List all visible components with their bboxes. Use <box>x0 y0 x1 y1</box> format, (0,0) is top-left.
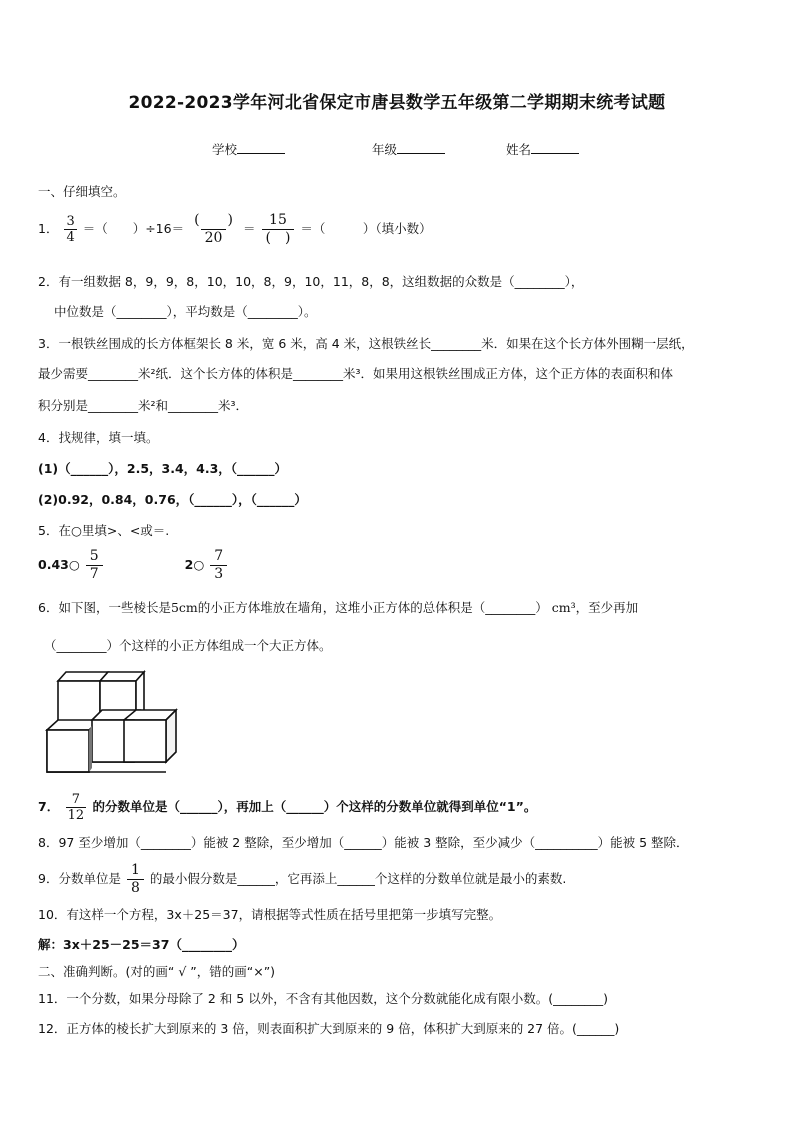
q1-fraction-2: $\frac{( )}{20}$ <box>194 212 234 246</box>
section-2-heading: 二、准确判断。(对的画“ √ ”，错的画“×”) <box>38 964 276 979</box>
question-1 <box>38 212 432 247</box>
page-title: 2022-2023学年河北省保定市唐县数学五年级第二学期期末统考试题 <box>128 93 666 113</box>
question-4-part-2: (2)0.92，0.84，0.76，（______），（______） <box>38 492 307 507</box>
name-label: 姓名 <box>506 142 532 157</box>
q1-expr-3: ＝（ ）（填小数） <box>300 221 432 236</box>
name-field <box>506 140 579 158</box>
grade-label: 年级 <box>372 142 398 157</box>
q7-number: 7． <box>38 799 60 814</box>
q1-number: 1． <box>38 221 59 236</box>
question-11: 11．一个分数，如果分母除了 2 和 5 以外，不含有其他因数，这个分数就能化成有限小数。(________) <box>38 991 608 1006</box>
q6-unit-length: 5cm <box>170 600 198 615</box>
question-2-line-1: 2．有一组数据 8，9，9，8，10，10，8，9，10，11，8，8，这组数据的众数是（________）， <box>38 274 584 289</box>
question-12: 12．正方体的棱长扩大到原来的 3 倍，则表面积扩大到原来的 9 倍，体积扩大到原来的 27 倍。(______) <box>38 1021 620 1036</box>
cube-bottom-3-side <box>166 710 176 762</box>
q1-expr-1: ＝（ ）÷16＝ <box>82 221 185 236</box>
question-10: 10．有这样一个方程，3x＋25＝37，请根据等式性质在括号里把第一步填写完整。 <box>38 907 502 922</box>
question-3-line-3: 积分别是________米²和________米³． <box>38 398 249 413</box>
q1-fraction-3: $\frac{15}{( )}$ <box>262 212 295 247</box>
section-1-heading: 一、仔细填空。 <box>38 184 126 199</box>
q5-compare-a: 0.43○ <box>38 557 80 572</box>
q9-fraction: $\frac{1}{8}$ <box>127 862 144 897</box>
school-blank[interactable] <box>237 141 285 154</box>
grade-field <box>372 140 445 158</box>
q5-compare-b: 2○ <box>184 557 205 572</box>
q6-unit-volume: cm³ <box>551 600 576 615</box>
q6-text-mid: 的小正方体堆放在墙角，这堆小正方体的总体积是（________） <box>197 600 548 615</box>
question-6-line-1 <box>38 598 638 616</box>
q5-fraction-b: $\frac{7}{3}$ <box>210 548 227 583</box>
question-4: 4．找规律，填一填。 <box>38 430 159 445</box>
q7-fraction: $\frac{7}{12}$ <box>67 792 85 823</box>
school-field <box>212 140 285 158</box>
q5-fraction-a: $\frac{5}{7}$ <box>86 548 103 583</box>
school-label: 学校 <box>212 142 238 157</box>
stacked-cubes-figure <box>44 668 184 793</box>
question-7 <box>38 792 536 823</box>
q9-text-pre: 9．分数单位是 <box>38 871 121 886</box>
question-4-part-1: (1)（______），2.5，3.4，4.3，（______） <box>38 461 288 476</box>
question-6-line-2: （________）个这样的小正方体组成一个大正方体。 <box>44 638 332 653</box>
question-3-line-1: 3．一根铁丝围成的长方体框架长 8 米，宽 6 米，高 4 米，这根铁丝长________米．如果在这个长方体外围糊一层纸， <box>38 336 694 351</box>
question-9 <box>38 862 566 897</box>
cube-top-1 <box>58 681 100 721</box>
q9-text: 的最小假分数是______，它再添上______个这样的分数单位就是最小的素数. <box>149 871 567 886</box>
q7-text: 的分数单位是（______），再加上（______）个这样的分数单位就得到单位“1”。 <box>92 799 537 814</box>
question-2-line-2: 中位数是（________），平均数是（________）。 <box>54 304 317 319</box>
q6-text-post: ，至少再加 <box>575 600 639 615</box>
q1-fraction-1: $\frac{3}{4}$ <box>66 214 75 245</box>
question-3-line-2: 最少需要________米²纸．这个长方体的体积是________米³．如果用这根铁丝围成正方体，这个正方体的表面积和体 <box>38 366 674 381</box>
q1-expr-2: ＝ <box>243 221 256 236</box>
question-5: 5．在○里填>、<或＝. <box>38 523 170 538</box>
grade-blank[interactable] <box>397 141 445 154</box>
name-blank[interactable] <box>531 141 579 154</box>
question-10-solution: 解：3x＋25－25＝37（________） <box>38 937 245 952</box>
question-5-items <box>38 548 229 583</box>
question-8: 8．97 至少增加（________）能被 2 整除，至少增加（______）能被 3 整除，至少减少（__________）能被 5 整除． <box>38 835 689 850</box>
q6-text-pre: 6．如下图，一些棱长是 <box>38 600 171 615</box>
